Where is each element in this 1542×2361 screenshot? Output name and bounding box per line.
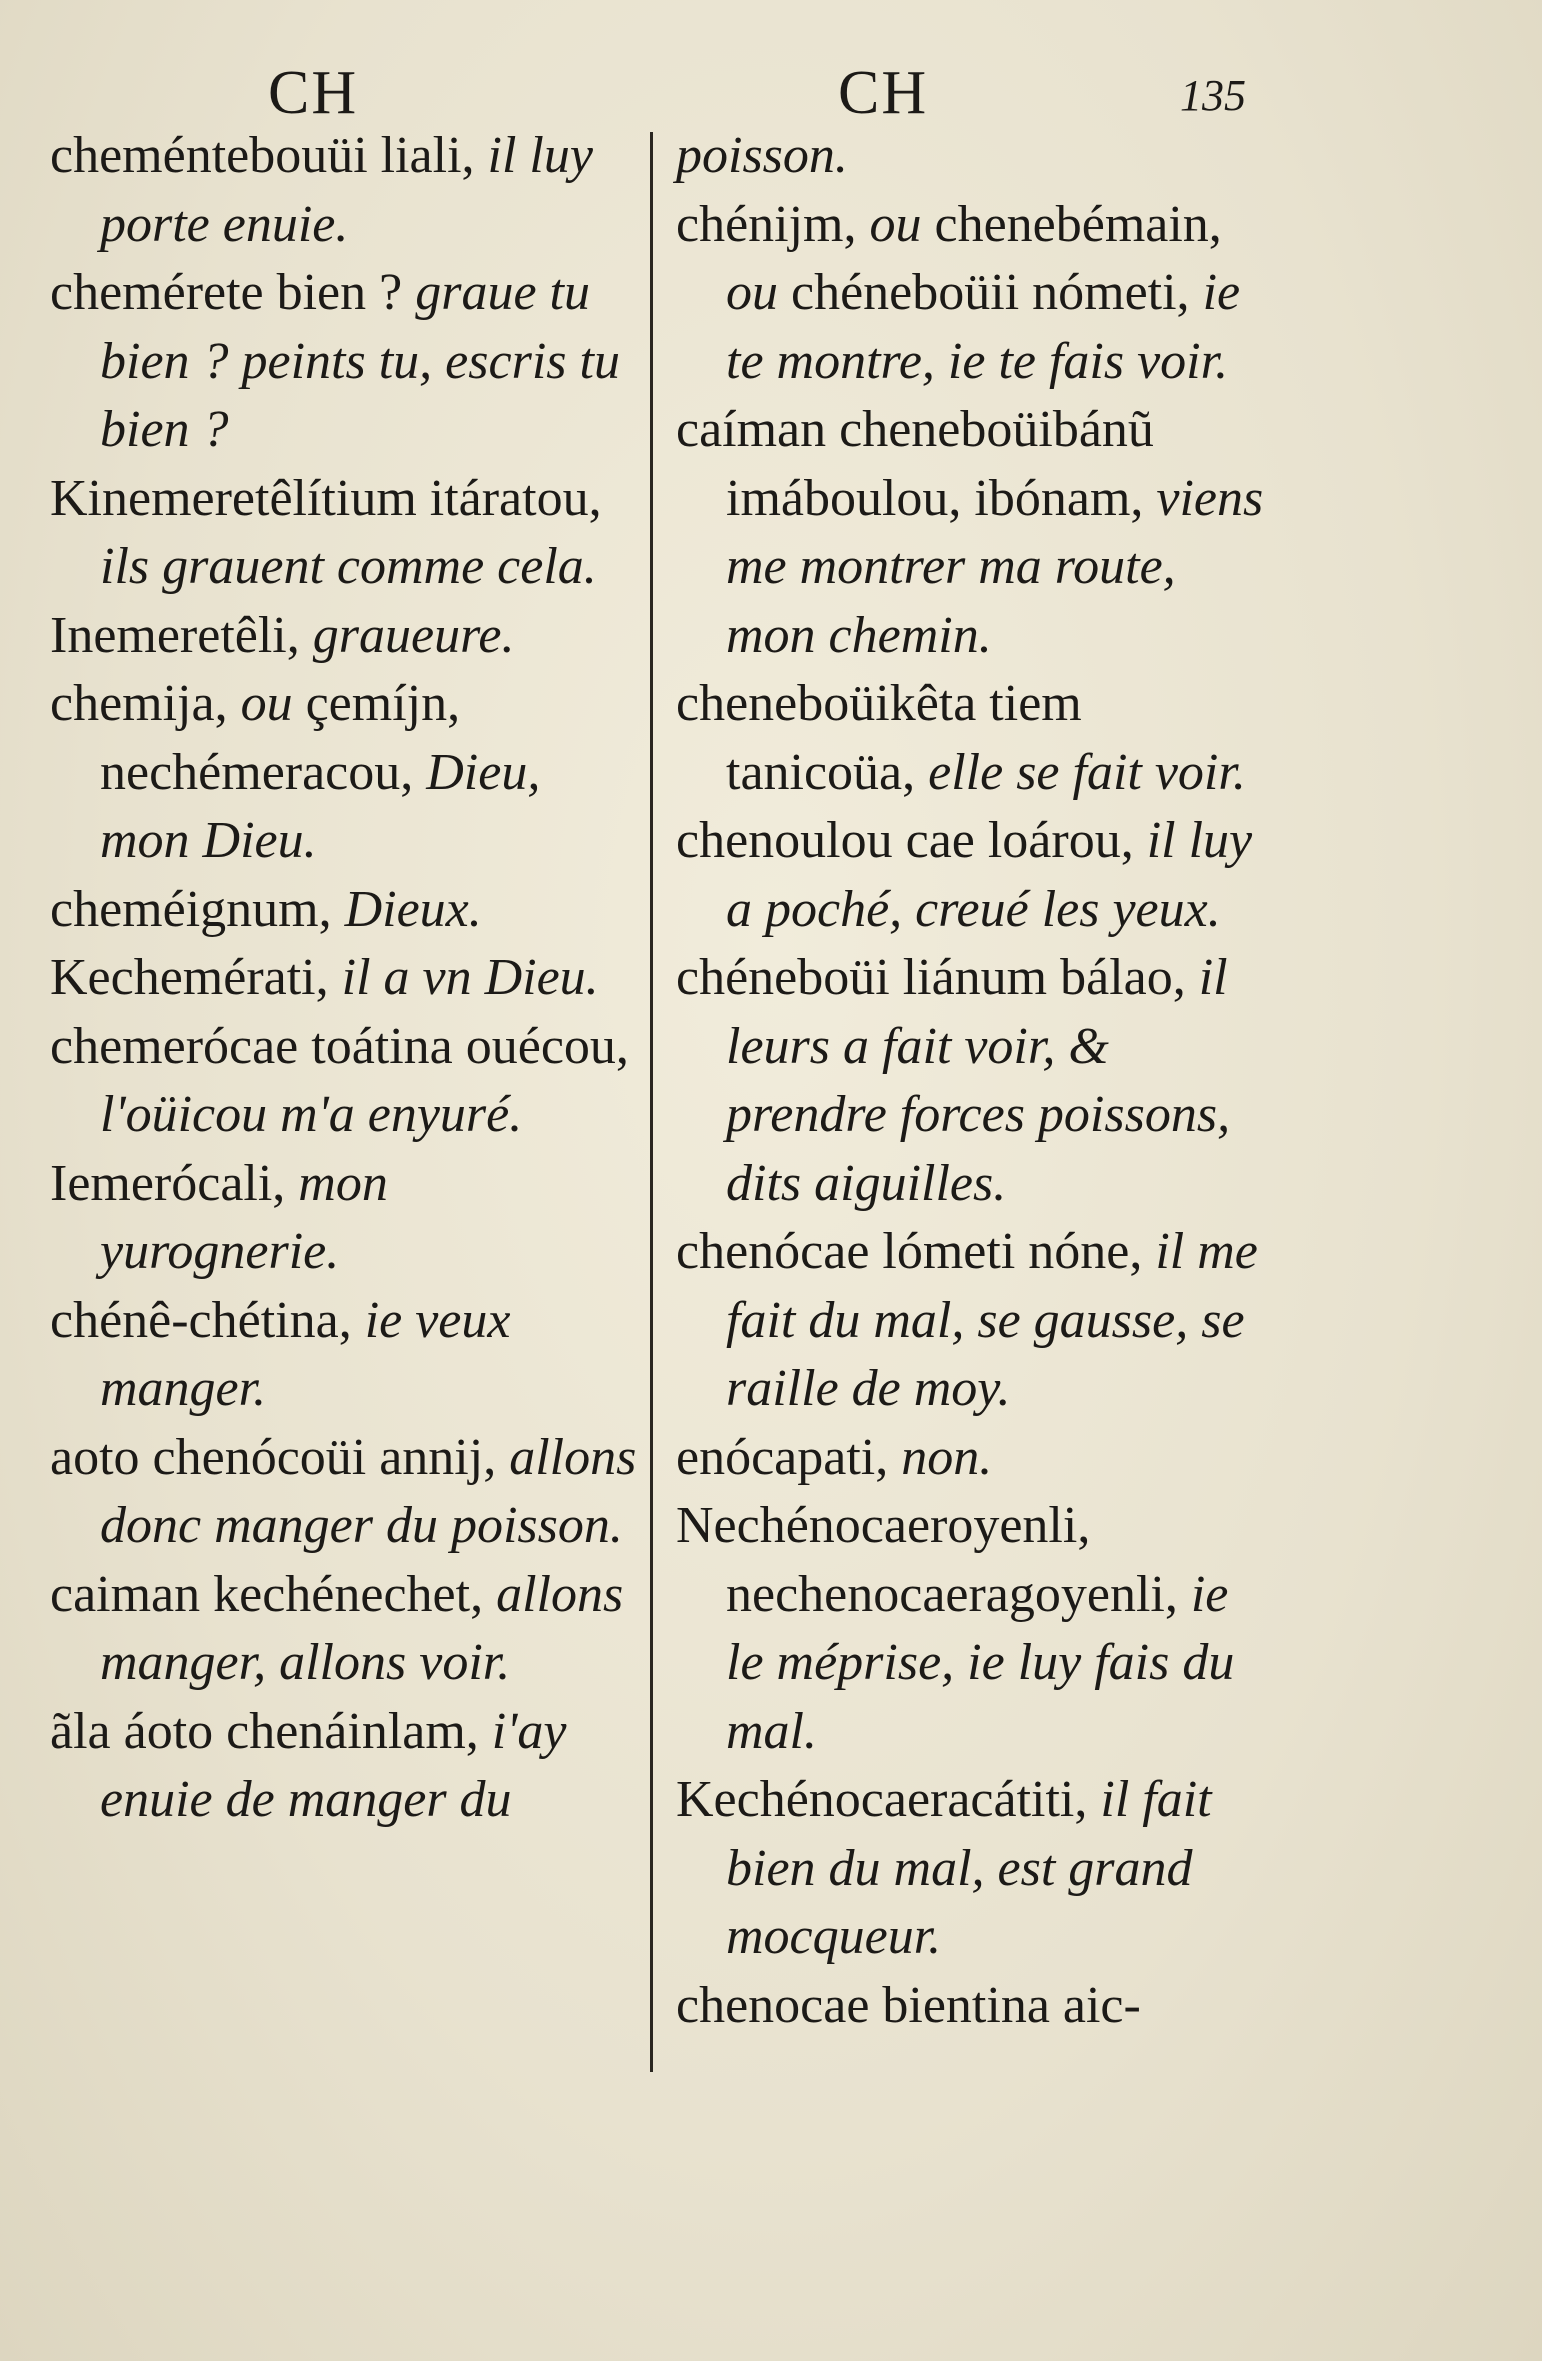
dictionary-entry: Inemeretêli, graueure. xyxy=(50,606,515,664)
dictionary-entry: Kinemeretêlítium itáratou, ils grauent comme cela. xyxy=(50,469,602,595)
dictionary-entry: Nechénocaeroyenli, nechenocaeragoyenli, ie le méprise, ie luy fais du mal. xyxy=(676,1497,1235,1760)
dictionary-entry: chenócae lómeti nóne, il me fait du mal, se gausse, se raille de moy. xyxy=(676,1223,1258,1417)
left-column xyxy=(50,122,640,1835)
dictionary-entry: cheméignum, Dieux. xyxy=(50,880,482,938)
dictionary-entry: caíman cheneboüibánũ imáboulou, ibónam, viens me montrer ma route, mon chemin. xyxy=(676,401,1264,664)
column-divider xyxy=(650,132,653,2072)
dictionary-entry: chenoulou cae loárou, il luy a poché, creué les yeux. xyxy=(676,812,1253,938)
dictionary-entry: chénijm, ou chenebémain, ou chéneboüii nómeti, ie te montre, ie te fais voir. xyxy=(676,195,1241,390)
right-column xyxy=(676,122,1266,2040)
dictionary-entry: chemija, ou çemíjn, nechémeracou, Dieu, mon Dieu. xyxy=(50,675,541,869)
dictionary-entry: poisson. xyxy=(676,127,848,184)
left-running-head: CH xyxy=(268,59,359,127)
dictionary-entry: enócapati, non. xyxy=(676,1428,993,1486)
dictionary-entry: chénê-chétina, ie veux manger. xyxy=(50,1291,511,1417)
dictionary-entry: chenocae bientina aic- xyxy=(676,1976,1141,2034)
dictionary-entry: Kechemérati, il a vn Dieu. xyxy=(50,949,599,1006)
dictionary-entry: Kechénocaeracátiti, il fait bien du mal, est grand mocqueur. xyxy=(676,1771,1212,1965)
dictionary-entry: aoto chenócoüi annij, allons donc manger du poisson. xyxy=(50,1428,637,1554)
dictionary-entry: chéneboüi liánum bálao, il leurs a fait voir, & prendre forces poissons, dits aiguilles. xyxy=(676,949,1231,1212)
right-running-head: CH xyxy=(838,59,929,127)
dictionary-entry: ãla áoto chenáinlam, i'ay enuie de manger du xyxy=(50,1702,567,1828)
dictionary-entry: chemerócae toátina ouécou, l'oüicou m'a enyuré. xyxy=(50,1017,629,1143)
dictionary-entry: caiman kechénechet, allons manger, allons voir. xyxy=(50,1565,624,1691)
dictionary-entry: cheméntebouüi liali, il luy porte enuie. xyxy=(50,127,593,253)
dictionary-entry: Iemerócali, mon yurognerie. xyxy=(50,1154,388,1280)
page-number: 135 xyxy=(1180,71,1246,120)
dictionary-entry: cheneboüikêta tiem tanicoüa, elle se fait voir. xyxy=(676,675,1246,801)
dictionary-entry: chemérete bien ? graue tu bien ? peints tu, escris tu bien ? xyxy=(50,264,620,458)
